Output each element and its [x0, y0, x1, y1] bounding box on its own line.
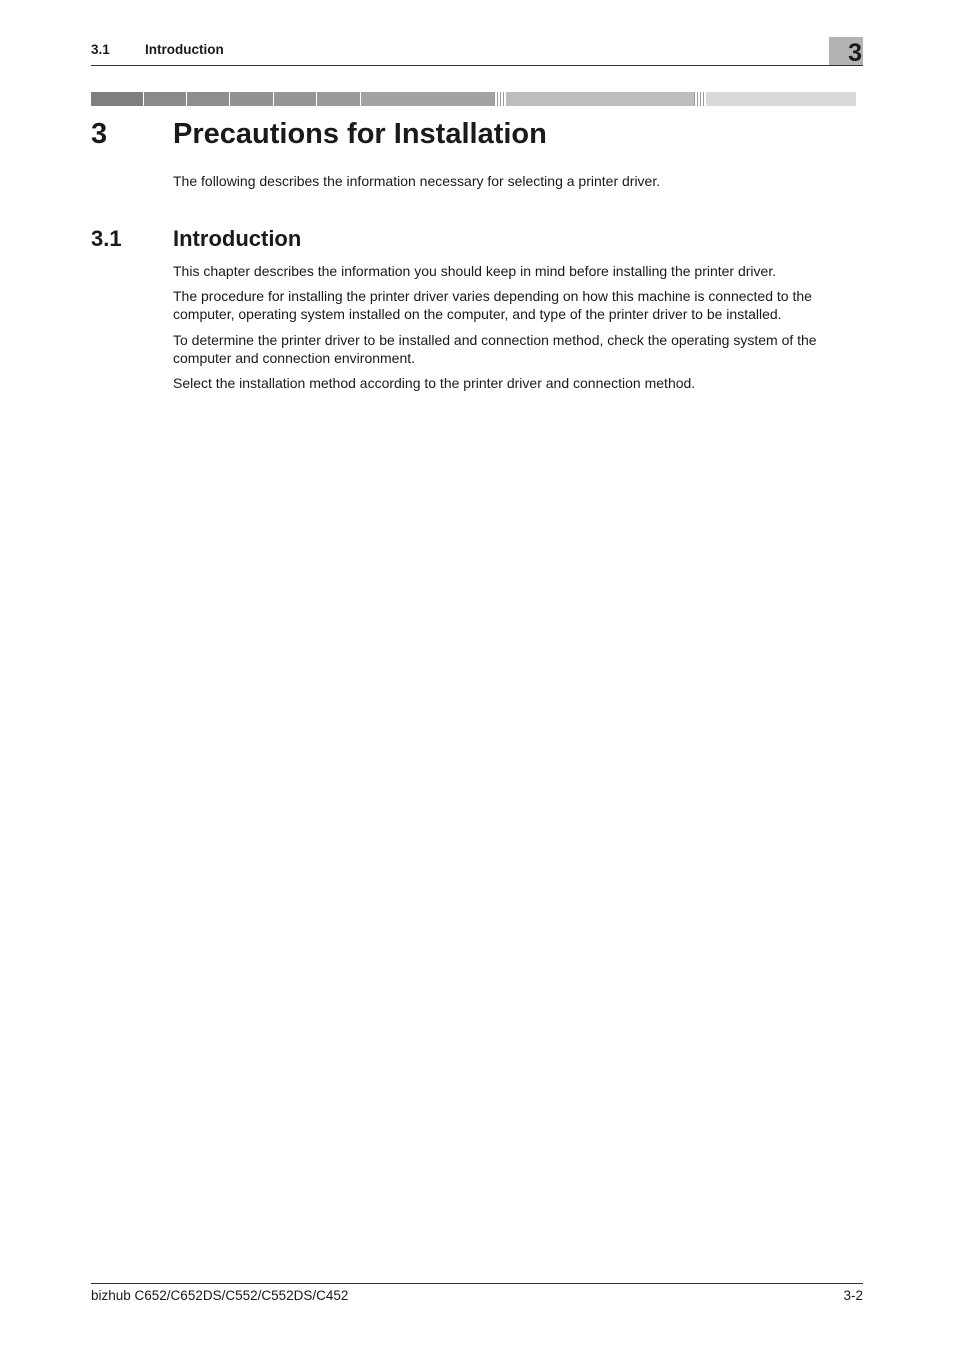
- footer-page-number: 3-2: [843, 1288, 863, 1303]
- chapter-heading: [91, 118, 547, 151]
- header-section-title: Introduction: [145, 42, 224, 57]
- chapter-intro: The following describes the information necessary for selecting a printer driver.: [173, 173, 661, 189]
- page-footer: [91, 1283, 863, 1303]
- chapter-number: 3: [91, 118, 108, 150]
- header-section-number: 3.1: [91, 42, 110, 57]
- chapter-title: Precautions for Installation: [173, 118, 547, 150]
- section-paragraph-2: The procedure for installing the printer driver varies depending on how this machine is connected to the computer, operating system installed on the computer, and type of the printer driver to be installed.: [173, 288, 812, 322]
- running-header: [91, 40, 863, 66]
- decorative-bar: [91, 92, 863, 106]
- section-paragraph-4: Select the installation method according to the printer driver and connection method.: [173, 375, 696, 391]
- section-number: 3.1: [91, 226, 122, 251]
- section-paragraph-3: To determine the printer driver to be installed and connection method, check the operating system of the computer and connection environment.: [173, 332, 817, 366]
- chapter-tab: 3: [829, 37, 863, 65]
- section-paragraph-1: This chapter describes the information you should keep in mind before installing the printer driver.: [173, 263, 777, 279]
- footer-model: bizhub C652/C652DS/C552/C552DS/C452: [91, 1288, 349, 1303]
- section-heading: [91, 226, 301, 252]
- section-title: Introduction: [173, 226, 302, 251]
